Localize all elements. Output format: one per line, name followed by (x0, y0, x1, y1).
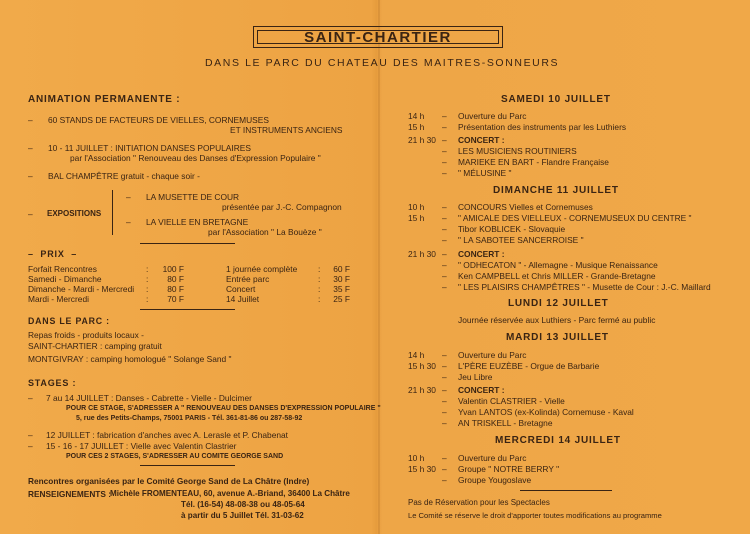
prix-label: Entrée parc (226, 274, 270, 284)
stands-line-2: ET INSTRUMENTS ANCIENS (230, 125, 343, 135)
event-time: 21 h 30 (408, 135, 436, 145)
renseignements-phone-2: à partir du 5 Juillet Tél. 31-03-62 (181, 511, 304, 520)
bullet-dash: – (442, 350, 447, 360)
stage-23-note: POUR CES 2 STAGES, S'ADRESSER AU COMITE GEORGE SAND (66, 453, 284, 460)
event-text: Yvan LANTOS (ex-Kolinda) Cornemuse - Kaval (458, 407, 634, 417)
bullet-dash: – (442, 361, 447, 371)
stage-3: 15 - 16 - 17 JUILLET : Vielle avec Valentin Clastrier (46, 441, 237, 451)
bullet-dash: – (126, 192, 131, 202)
expo-bracket (112, 190, 113, 235)
bullet-dash: – (28, 430, 33, 440)
expo-1-detail: présentée par J.-C. Compagnon (222, 202, 342, 212)
prix-label: Samedi - Dimanche (28, 274, 102, 284)
prix-colon: : (318, 264, 321, 274)
init-line-1: 10 - 11 JUILLET : INITIATION DANSES POPULAIRES (48, 143, 251, 153)
prix-label: 1 journée complète (226, 264, 298, 274)
rencontres-line: Rencontres organisées par le Comité George Sand de La Châtre (Indre) (28, 476, 310, 486)
stages-heading: STAGES : (28, 378, 77, 388)
concert-label: CONCERT : (458, 135, 505, 145)
event-time: 14 h (408, 111, 425, 121)
expo-1-title: LA MUSETTE DE COUR (146, 192, 240, 202)
event-text: Ouverture du Parc (458, 350, 527, 360)
title-box (253, 26, 503, 48)
event-text: Tibor KOBLICEK - Slovaquie (458, 224, 566, 234)
prix-colon: : (318, 294, 321, 304)
footer-modifications: Le Comité se réserve le droit d'apporter toutes modifications au programme (408, 511, 662, 520)
expo-2-detail: par l'Association " La Bouèze " (208, 227, 322, 237)
parc-line-2: SAINT-CHARTIER : camping gratuit (28, 341, 162, 351)
event-text: LES MUSICIENS ROUTINIERS (458, 146, 577, 156)
bullet-dash: – (442, 418, 447, 428)
concert-label: CONCERT : (458, 249, 505, 259)
expositions-label: EXPOSITIONS (47, 209, 102, 218)
event-text: Valentin CLASTRIER - Vielle (458, 396, 565, 406)
bullet-dash: – (442, 396, 447, 406)
footer-reservation: Pas de Réservation pour les Spectacles (408, 498, 550, 507)
event-time: 15 h (408, 122, 425, 132)
bullet-dash: – (442, 235, 447, 245)
day-heading-samedi: SAMEDI 10 JUILLET (501, 94, 611, 105)
prix-label: Forfait Rencontres (28, 264, 97, 274)
bullet-dash: – (442, 372, 447, 382)
prix-price: 100 F (162, 264, 184, 274)
event-text: CONCOURS Vielles et Cornemuses (458, 202, 593, 212)
divider (140, 309, 235, 310)
prix-colon: : (146, 264, 149, 274)
bullet-dash: – (442, 157, 447, 167)
event-text: " LES PLAISIRS CHAMPÊTRES " - Musette de Cour : J.-C. Maillard (458, 282, 711, 292)
bullet-dash: – (28, 393, 33, 403)
event-time: 21 h 30 (408, 385, 436, 395)
parc-line-3: MONTGIVRAY : camping homologué " Solange Sand " (28, 354, 232, 364)
day-heading-mercredi: MERCREDI 14 JUILLET (495, 435, 621, 446)
bullet-dash: – (442, 464, 447, 474)
prix-price: 30 F (333, 274, 350, 284)
event-text: " AMICALE DES VIELLEUX - CORNEMUSEUX DU CENTRE " (458, 213, 692, 223)
subtitle: DANS LE PARC DU CHATEAU DES MAITRES-SONNEURS (205, 57, 560, 69)
renseignements-phone: Tél. (16-54) 48-08-38 ou 48-05-64 (181, 500, 305, 509)
bullet-dash: – (28, 209, 33, 219)
bullet-dash: – (28, 441, 33, 451)
bullet-dash: – (442, 407, 447, 417)
prix-label: Concert (226, 284, 256, 294)
bullet-dash: – (126, 217, 131, 227)
bullet-dash: – (442, 453, 447, 463)
concert-label: CONCERT : (458, 385, 505, 395)
day-heading-dimanche: DIMANCHE 11 JUILLET (493, 185, 619, 196)
stage-1: 7 au 14 JUILLET : Danses - Cabrette - Vielle - Dulcimer (46, 393, 252, 403)
parc-heading: DANS LE PARC : (28, 316, 110, 326)
renseignements-label: RENSEIGNEMENTS : (28, 489, 111, 499)
day-heading-lundi: LUNDI 12 JUILLET (508, 298, 609, 309)
lundi-text: Journée réservée aux Luthiers - Parc fermé au public (458, 315, 656, 325)
bullet-dash: – (28, 115, 33, 125)
parc-line-1: Repas froids - produits locaux - (28, 330, 144, 340)
bullet-dash: – (442, 146, 447, 156)
bullet-dash: – (442, 260, 447, 270)
event-time: 15 h (408, 213, 425, 223)
renseignements-address: Michèle FROMENTEAU, 60, avenue A.-Briand, 36400 La Châtre (110, 489, 350, 498)
bal-line: BAL CHAMPÊTRE gratuit - chaque soir - (48, 171, 200, 181)
stage-1-note-2: 5, rue des Petits-Champs, 75001 PARIS - Tél. 361-81-86 ou 287-58-92 (76, 415, 303, 422)
stage-2: 12 JUILLET : fabrication d'anches avec A. Lerasle et P. Chabenat (46, 430, 288, 440)
event-text: " ODHECATON " - Allemagne - Musique Renaissance (458, 260, 658, 270)
center-fold (378, 0, 380, 534)
event-text: " MÉLUSINE " (458, 168, 512, 178)
event-text: Ken CAMPBELL et Chris MILLER - Grande-Bretagne (458, 271, 656, 281)
prix-colon: : (146, 274, 149, 284)
bullet-dash: – (442, 111, 447, 121)
prix-price: 60 F (333, 264, 350, 274)
event-time: 10 h (408, 202, 425, 212)
prix-colon: : (146, 294, 149, 304)
event-text: " LA SABOTEE SANCERROISE " (458, 235, 584, 245)
prix-colon: : (318, 284, 321, 294)
bullet-dash: – (28, 143, 33, 153)
expo-2-title: LA VIELLE EN BRETAGNE (146, 217, 249, 227)
prix-label: Dimanche - Mardi - Mercredi (28, 284, 135, 294)
prix-price: 80 F (167, 274, 184, 284)
event-text: Ouverture du Parc (458, 111, 527, 121)
event-text: Présentation des instruments par les Luthiers (458, 122, 627, 132)
prix-label: Mardi - Mercredi (28, 294, 89, 304)
day-heading-mardi: MARDI 13 JUILLET (506, 332, 609, 343)
stands-line-1: 60 STANDS DE FACTEURS DE VIELLES, CORNEMUSES (48, 115, 269, 125)
stage-1-note-1: POUR CE STAGE, S'ADRESSER A " RENOUVEAU DES DANSES D'EXPRESSION POPULAIRE " (66, 405, 381, 412)
bullet-dash: – (442, 271, 447, 281)
event-text: L'PÈRE EUZÈBE - Orgue de Barbarie (458, 361, 600, 371)
event-time: 21 h 30 (408, 249, 436, 259)
prix-colon: : (146, 284, 149, 294)
bullet-dash: – (28, 171, 33, 181)
event-text: Jeu Libre (458, 372, 493, 382)
prix-price: 35 F (333, 284, 350, 294)
bullet-dash: – (442, 135, 447, 145)
bullet-dash: – (442, 122, 447, 132)
event-text: Groupe " NOTRE BERRY " (458, 464, 560, 474)
bullet-dash: – (442, 249, 447, 259)
prix-price: 70 F (167, 294, 184, 304)
animation-heading: ANIMATION PERMANENTE : (28, 94, 181, 105)
bullet-dash: – (442, 224, 447, 234)
prix-label: 14 Juillet (226, 294, 260, 304)
event-text: Ouverture du Parc (458, 453, 527, 463)
prix-colon: : (318, 274, 321, 284)
prix-heading: – PRIX – (28, 249, 78, 259)
prix-price: 25 F (333, 294, 350, 304)
divider (140, 465, 235, 466)
bullet-dash: – (442, 202, 447, 212)
event-time: 15 h 30 (408, 361, 436, 371)
divider (140, 243, 235, 244)
event-text: AN TRISKELL - Bretagne (458, 418, 553, 428)
event-time: 10 h (408, 453, 425, 463)
init-line-2: par l'Association " Renouveau des Danses d'Expression Populaire " (70, 153, 321, 163)
bullet-dash: – (442, 213, 447, 223)
event-text: Groupe Yougoslave (458, 475, 532, 485)
page-title: SAINT-CHARTIER (304, 28, 452, 46)
event-time: 15 h 30 (408, 464, 436, 474)
bullet-dash: – (442, 168, 447, 178)
event-time: 14 h (408, 350, 425, 360)
divider (520, 490, 612, 491)
prix-price: 80 F (167, 284, 184, 294)
bullet-dash: – (442, 282, 447, 292)
event-text: MARIEKE EN BART - Flandre Française (458, 157, 609, 167)
bullet-dash: – (442, 475, 447, 485)
bullet-dash: – (442, 385, 447, 395)
